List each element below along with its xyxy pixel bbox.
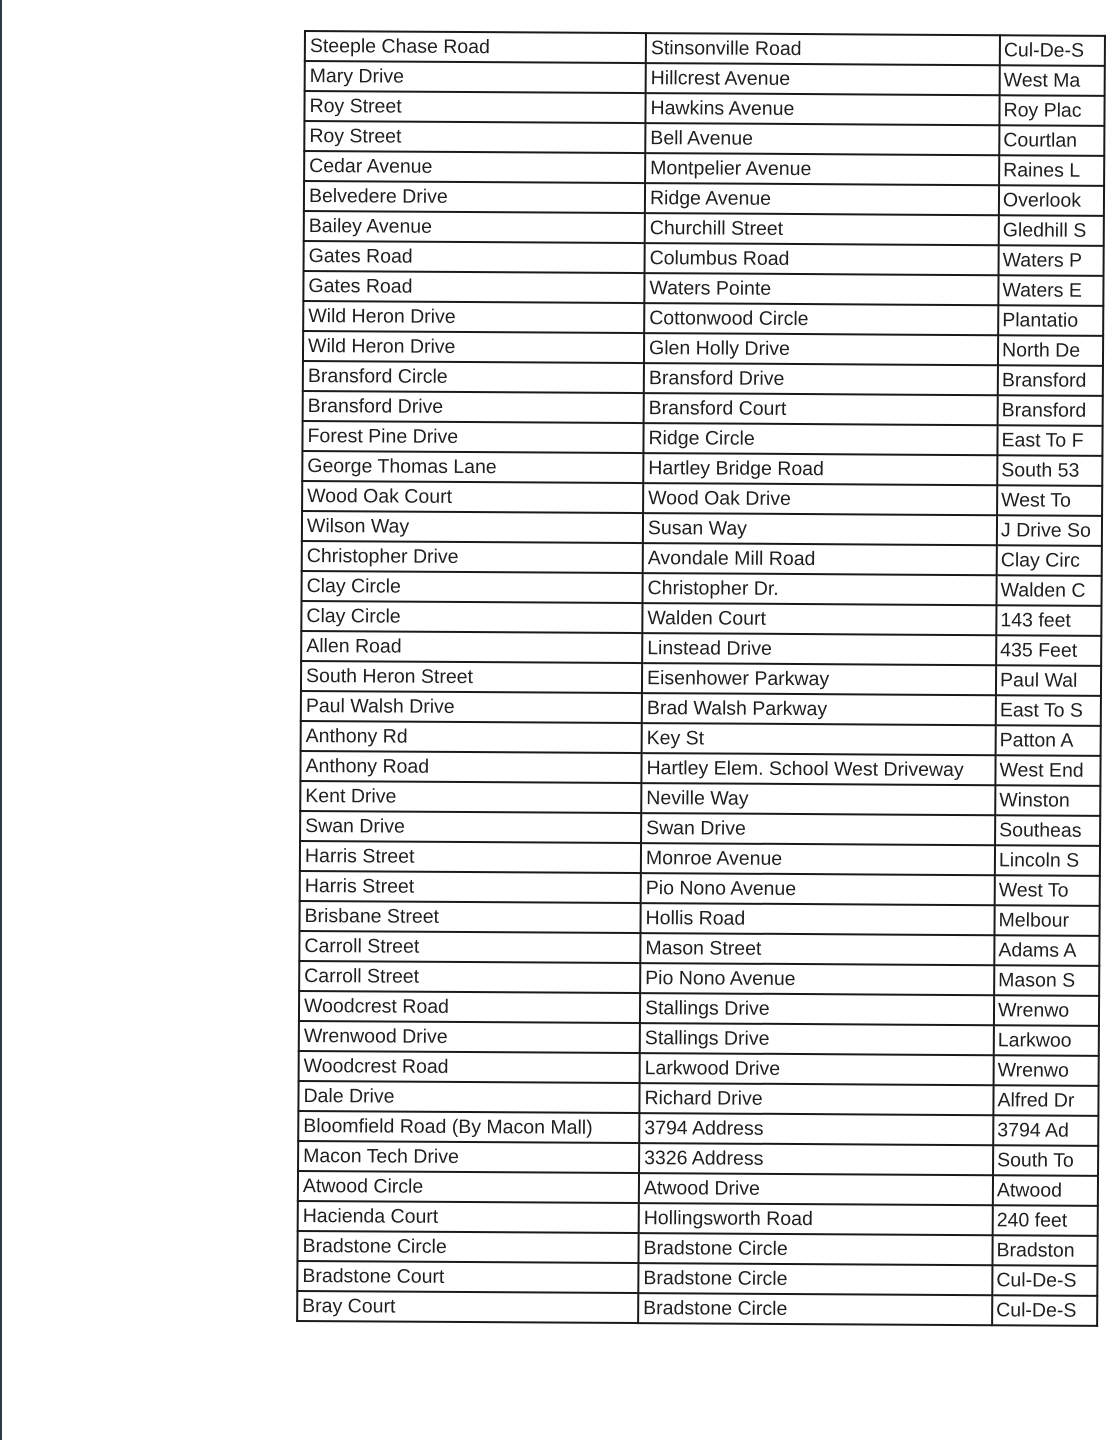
- from-cell: Waters Pointe: [644, 273, 998, 305]
- from-cell: Richard Drive: [639, 1083, 993, 1115]
- table-row: [305, 31, 1105, 66]
- to-cell: Melbour: [994, 905, 1099, 936]
- to-cell: Gledhill S: [999, 215, 1104, 246]
- to-cell: East To F: [997, 425, 1102, 456]
- to-cell: 143 feet: [996, 605, 1101, 636]
- road-name-cell: Bloomfield Road (By Macon Mall): [298, 1111, 639, 1143]
- road-name-cell: Steeple Chase Road: [305, 31, 646, 63]
- road-name-cell: Harris Street: [300, 871, 641, 903]
- from-cell: Stallings Drive: [640, 1023, 994, 1055]
- table-row: [301, 601, 1101, 636]
- road-name-cell: George Thomas Lane: [302, 451, 643, 483]
- road-name-cell: Bradstone Court: [297, 1261, 638, 1293]
- road-name-cell: Christopher Drive: [302, 541, 643, 573]
- table-row: [298, 1171, 1098, 1206]
- to-cell: Winston: [995, 785, 1100, 816]
- road-name-cell: Swan Drive: [300, 811, 641, 843]
- road-name-cell: Paul Walsh Drive: [301, 691, 642, 723]
- from-cell: Walden Court: [642, 603, 996, 635]
- to-cell: Cul-De-S: [1000, 35, 1105, 66]
- to-cell: Courtlan: [999, 125, 1104, 156]
- from-cell: Linstead Drive: [642, 633, 996, 665]
- to-cell: East To S: [996, 695, 1101, 726]
- to-cell: West Ma: [1000, 65, 1105, 96]
- from-cell: 3326 Address: [639, 1143, 993, 1175]
- from-cell: Stallings Drive: [640, 993, 994, 1025]
- table-row: [300, 781, 1100, 816]
- from-cell: Hollis Road: [640, 903, 994, 935]
- from-cell: Bradstone Circle: [638, 1293, 992, 1325]
- road-name-cell: Clay Circle: [302, 571, 643, 603]
- from-cell: Bradstone Circle: [638, 1233, 992, 1265]
- table-row: [298, 1141, 1098, 1176]
- table-row: [302, 451, 1102, 486]
- to-cell: South To: [993, 1145, 1098, 1176]
- to-cell: Alfred Dr: [993, 1085, 1098, 1116]
- road-name-cell: South Heron Street: [301, 661, 642, 693]
- road-name-cell: Anthony Rd: [301, 721, 642, 753]
- road-name-cell: Bray Court: [297, 1291, 638, 1323]
- road-name-cell: Anthony Road: [300, 751, 641, 783]
- to-cell: Bransford: [998, 395, 1103, 426]
- road-name-cell: Roy Street: [304, 91, 645, 123]
- from-cell: Susan Way: [643, 513, 997, 545]
- to-cell: West End: [995, 755, 1100, 786]
- table-row: [303, 361, 1103, 396]
- table-row: [303, 301, 1103, 336]
- road-name-cell: Forest Pine Drive: [302, 421, 643, 453]
- table-row: [297, 1291, 1097, 1326]
- road-table-body: [297, 31, 1105, 1326]
- table-row: [304, 91, 1104, 126]
- to-cell: South 53: [997, 455, 1102, 486]
- from-cell: Ridge Avenue: [645, 183, 999, 215]
- table-row: [300, 841, 1100, 876]
- from-cell: Atwood Drive: [639, 1173, 993, 1205]
- road-name-cell: Brisbane Street: [299, 901, 640, 933]
- table-row: [303, 331, 1103, 366]
- from-cell: Eisenhower Parkway: [642, 663, 996, 695]
- table-row: [299, 991, 1099, 1026]
- from-cell: Bradstone Circle: [638, 1263, 992, 1295]
- road-name-cell: Wild Heron Drive: [303, 301, 644, 333]
- road-name-cell: Woodcrest Road: [299, 991, 640, 1023]
- to-cell: 435 Feet: [996, 635, 1101, 666]
- from-cell: Neville Way: [641, 783, 995, 815]
- road-name-cell: Roy Street: [304, 121, 645, 153]
- road-name-cell: Bailey Avenue: [304, 211, 645, 243]
- table-row: [300, 871, 1100, 906]
- table-row: [299, 931, 1099, 966]
- from-cell: Cottonwood Circle: [644, 303, 998, 335]
- from-cell: Hartley Elem. School West Driveway: [641, 753, 995, 785]
- table-row: [303, 271, 1103, 306]
- road-name-cell: Hacienda Court: [298, 1201, 639, 1233]
- road-name-cell: Bransford Circle: [303, 361, 644, 393]
- table-row: [298, 1201, 1098, 1236]
- table-row: [299, 1051, 1099, 1086]
- to-cell: Wrenwo: [994, 995, 1099, 1026]
- table-row: [300, 811, 1100, 846]
- to-cell: 240 feet: [993, 1205, 1098, 1236]
- road-name-cell: Harris Street: [300, 841, 641, 873]
- from-cell: Bransford Drive: [644, 363, 998, 395]
- road-name-cell: Bradstone Circle: [297, 1231, 638, 1263]
- from-cell: Stinsonville Road: [646, 33, 1000, 65]
- road-name-cell: Allen Road: [301, 631, 642, 663]
- road-name-cell: Belvedere Drive: [304, 181, 645, 213]
- from-cell: Hillcrest Avenue: [646, 63, 1000, 95]
- table-row: [304, 151, 1104, 186]
- from-cell: Montpelier Avenue: [645, 153, 999, 185]
- to-cell: Lincoln S: [995, 845, 1100, 876]
- road-name-cell: Clay Circle: [301, 601, 642, 633]
- table-row: [303, 391, 1103, 426]
- from-cell: Swan Drive: [641, 813, 995, 845]
- table-row: [301, 661, 1101, 696]
- from-cell: Glen Holly Drive: [644, 333, 998, 365]
- table-row: [304, 181, 1104, 216]
- to-cell: Wrenwo: [994, 1055, 1099, 1086]
- road-name-cell: Kent Drive: [300, 781, 641, 813]
- table-row: [299, 1021, 1099, 1056]
- road-name-cell: Dale Drive: [298, 1081, 639, 1113]
- table-row: [302, 571, 1102, 606]
- road-name-cell: Macon Tech Drive: [298, 1141, 639, 1173]
- road-name-cell: Wood Oak Court: [302, 481, 643, 513]
- to-cell: Bransford: [998, 365, 1103, 396]
- to-cell: Paul Wal: [996, 665, 1101, 696]
- to-cell: Bradston: [992, 1235, 1097, 1266]
- from-cell: Monroe Avenue: [641, 843, 995, 875]
- to-cell: West To: [997, 485, 1102, 516]
- road-name-cell: Atwood Circle: [298, 1171, 639, 1203]
- table-row: [299, 961, 1099, 996]
- road-name-cell: Woodcrest Road: [299, 1051, 640, 1083]
- road-name-cell: Gates Road: [303, 271, 644, 303]
- road-name-cell: Cedar Avenue: [304, 151, 645, 183]
- to-cell: Roy Plac: [999, 95, 1104, 126]
- from-cell: Hartley Bridge Road: [643, 453, 997, 485]
- to-cell: Waters P: [999, 245, 1104, 276]
- road-name-cell: Bransford Drive: [303, 391, 644, 423]
- table-row: [304, 241, 1104, 276]
- to-cell: Patton A: [996, 725, 1101, 756]
- table-row: [302, 421, 1102, 456]
- from-cell: Bell Avenue: [645, 123, 999, 155]
- road-name-cell: Wrenwood Drive: [299, 1021, 640, 1053]
- from-cell: Pio Nono Avenue: [640, 963, 994, 995]
- table-row: [298, 1081, 1098, 1116]
- from-cell: Christopher Dr.: [643, 573, 997, 605]
- from-cell: Avondale Mill Road: [643, 543, 997, 575]
- table-row: [298, 1111, 1098, 1146]
- road-table: [296, 30, 1106, 1327]
- to-cell: Clay Circ: [997, 545, 1102, 576]
- to-cell: North De: [998, 335, 1103, 366]
- from-cell: Bransford Court: [644, 393, 998, 425]
- road-name-cell: Carroll Street: [299, 961, 640, 993]
- from-cell: Columbus Road: [645, 243, 999, 275]
- table-row: [302, 511, 1102, 546]
- road-name-cell: Wild Heron Drive: [303, 331, 644, 363]
- table-row: [301, 631, 1101, 666]
- to-cell: Mason S: [994, 965, 1099, 996]
- road-name-cell: Gates Road: [304, 241, 645, 273]
- from-cell: Brad Walsh Parkway: [642, 693, 996, 725]
- table-row: [304, 211, 1104, 246]
- table-row: [297, 1261, 1097, 1296]
- table-row: [301, 721, 1101, 756]
- road-name-cell: Carroll Street: [299, 931, 640, 963]
- from-cell: Hawkins Avenue: [645, 93, 999, 125]
- table-row: [299, 901, 1099, 936]
- to-cell: Walden C: [996, 575, 1101, 606]
- to-cell: Atwood: [993, 1175, 1098, 1206]
- from-cell: Larkwood Drive: [640, 1053, 994, 1085]
- to-cell: West To: [995, 875, 1100, 906]
- to-cell: Southeas: [995, 815, 1100, 846]
- table-row: [304, 121, 1104, 156]
- to-cell: 3794 Ad: [993, 1115, 1098, 1146]
- from-cell: Ridge Circle: [643, 423, 997, 455]
- to-cell: J Drive So: [997, 515, 1102, 546]
- to-cell: Cul-De-S: [992, 1265, 1097, 1296]
- from-cell: Key St: [642, 723, 996, 755]
- to-cell: Raines L: [999, 155, 1104, 186]
- to-cell: Larkwoo: [994, 1025, 1099, 1056]
- road-name-cell: Wilson Way: [302, 511, 643, 543]
- table-row: [305, 61, 1105, 96]
- to-cell: Adams A: [994, 935, 1099, 966]
- to-cell: Overlook: [999, 185, 1104, 216]
- to-cell: Waters E: [998, 275, 1103, 306]
- table-row: [301, 691, 1101, 726]
- from-cell: 3794 Address: [639, 1113, 993, 1145]
- from-cell: Pio Nono Avenue: [641, 873, 995, 905]
- table-row: [302, 541, 1102, 576]
- road-name-cell: Mary Drive: [305, 61, 646, 93]
- from-cell: Churchill Street: [645, 213, 999, 245]
- from-cell: Hollingsworth Road: [639, 1203, 993, 1235]
- from-cell: Mason Street: [640, 933, 994, 965]
- table-row: [300, 751, 1100, 786]
- from-cell: Wood Oak Drive: [643, 483, 997, 515]
- to-cell: Plantatio: [998, 305, 1103, 336]
- table-row: [302, 481, 1102, 516]
- to-cell: Cul-De-S: [992, 1295, 1097, 1326]
- table-row: [297, 1231, 1097, 1266]
